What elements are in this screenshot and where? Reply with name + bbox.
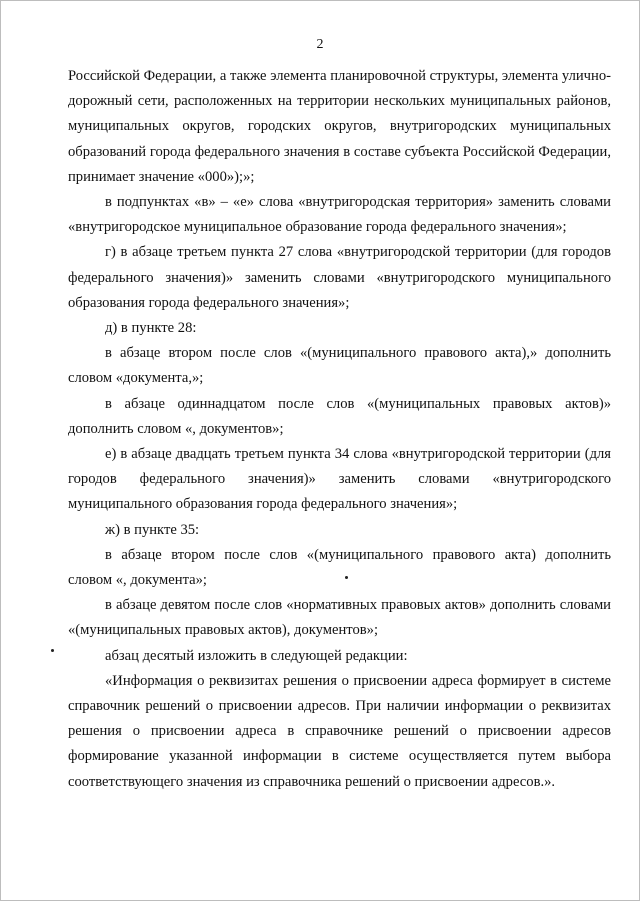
paragraph: в абзаце втором после слов «(муниципального правового акта),» дополнить словом «документа,»; xyxy=(68,345,611,387)
document-body xyxy=(68,64,611,795)
paragraph: «Информация о реквизитах решения о присвоении адреса формирует в системе справочник решений о присвоении адресов. При наличии информации о реквизитах решения о присвоении адреса в справочнике решений о присвоении адресов формирование указанной информации в системе осуществляется путем выбора соответствующего значения из справочника решений о присвоении адресов.». xyxy=(68,672,611,790)
page-number: 2 xyxy=(316,37,324,52)
paragraph: г) в абзаце третьем пункта 27 слова «внутригородской территории (для городов федерального значения)» заменить словами «внутригородского муниципального образования города федерального значения»; xyxy=(68,244,611,311)
paragraph: в абзаце втором после слов «(муниципального правового акта) дополнить словом «, документа»; xyxy=(68,546,611,589)
paragraph: в подпунктах «в» – «е» слова «внутригородская территория» заменить словами «внутригородское муниципальное образование города федерального значения»; xyxy=(68,194,611,236)
paragraph: е) в абзаце двадцать третьем пункта 34 слова «внутригородской территории (для городов федерального значения)» заменить словами «внутригородского муниципального образования города федерального значения»; xyxy=(68,446,611,513)
paragraph: в абзаце одиннадцатом после слов «(муниципальных правовых актов)» дополнить словом «, документов»; xyxy=(68,395,611,437)
paragraph: в абзаце девятом после слов «нормативных правовых актов» дополнить словами «(муниципальных правовых актов), документов»; xyxy=(68,597,611,639)
scan-speck xyxy=(345,576,348,579)
paragraph: д) в пункте 28: xyxy=(105,320,197,337)
scan-speck xyxy=(51,649,54,652)
paragraph: ж) в пункте 35: xyxy=(105,521,200,538)
paragraph: абзац десятый изложить в следующей редакции: xyxy=(105,647,408,664)
paragraph: Российской Федерации, а также элемента планировочной структуры, элемента улично-дорожный сети, расположенных на территории нескольких муниципальных районов, муниципальных округов, городских округов, внутригородских муниципальных образований города федерального значения в составе субъекта Российской Федерации, принимает значение «000»);»; xyxy=(68,68,611,185)
